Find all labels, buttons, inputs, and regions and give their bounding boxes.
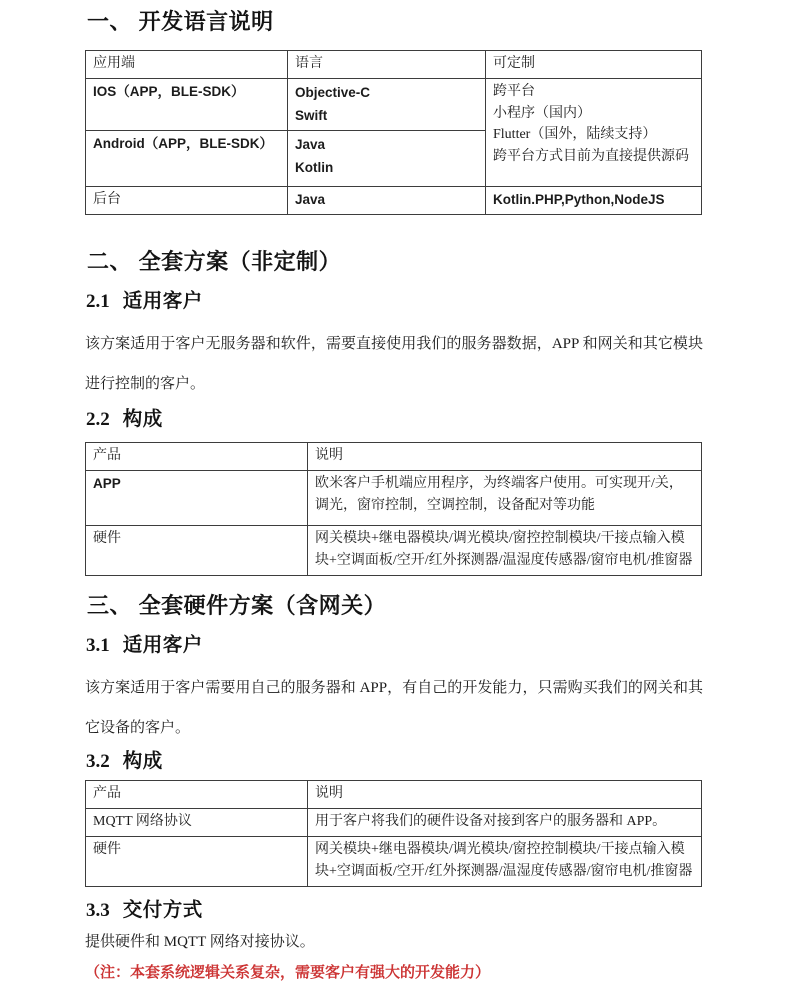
paragraph-2-1-customers: 该方案适用于客户无服务器和软件，需要直接使用我们的服务器数据，APP 和网关和其它模块进行控制的客户。 [85, 336, 703, 392]
col-header-description-2: 说明 [308, 781, 702, 809]
section-3-heading: 三、 全套硬件方案（含网关） [87, 593, 387, 618]
subheading-3-1-title: 适用客户 [122, 634, 203, 656]
table-row-hardware [86, 526, 702, 576]
hardware-components-table [85, 780, 702, 887]
customizable-mini-program: 小程序（国内） [493, 105, 591, 121]
cell-customizable-merged [486, 79, 702, 187]
subheading-3-1 [86, 632, 703, 660]
customizable-source-code: 跨平台方式目前为直接提供源码 [493, 148, 689, 164]
developer-capability-note: （注：本套系统逻辑关系复杂，需要客户有强大的开发能力） [85, 965, 491, 981]
col-header-app-side: 应用端 [86, 51, 288, 79]
cell-android-languages [288, 131, 486, 187]
paragraph-3-1-customers: 该方案适用于客户需要用自己的服务器和 APP，有自己的开发能力，只需购买我们的网关和其它设备的客户。 [85, 680, 703, 736]
section-1-heading: 一、 开发语言说明 [87, 9, 274, 34]
cell-ios-languages [288, 79, 486, 131]
cell-app-product: APP [86, 471, 308, 526]
cell-backend-customizable: Kotlin.PHP,Python,NodeJS [486, 187, 702, 215]
cell-app-description: 欧米客户手机端应用程序，为终端客户使用。可实现开/关，调光，窗帘控制，空调控制，设备配对等功能 [308, 471, 702, 526]
subheading-2-1-title: 适用客户 [122, 290, 203, 312]
col-header-customizable: 可定制 [486, 51, 702, 79]
language-objective-c: Objective-C [295, 85, 371, 100]
cell-hardware-product: 硬件 [86, 526, 308, 576]
col-header-language: 语言 [288, 51, 486, 79]
language-swift: Swift [295, 108, 328, 123]
subheading-3-2-number: 3.2 [86, 751, 110, 772]
table-row-ios [86, 79, 702, 131]
cell-hardware-description: 网关模块+继电器模块/调光模块/窗控控制模块/干接点输入模块+空调面板/空开/红外探测器/温湿度传感器/窗帘电机/推窗器 [308, 526, 702, 576]
subheading-2-2 [86, 406, 703, 434]
cell-hardware-2-product: 硬件 [86, 837, 308, 887]
col-header-product: 产品 [86, 443, 308, 471]
table-row-hardware-2 [86, 837, 702, 887]
customizable-flutter: Flutter（国外，陆续支持） [493, 127, 657, 142]
cell-hardware-2-description: 网关模块+继电器模块/调光模块/窗控控制模块/干接点输入模块+空调面板/空开/红外探测器/温湿度传感器/窗帘电机/推窗器 [308, 837, 702, 887]
subheading-3-2-title: 构成 [122, 750, 163, 772]
table-row-backend [86, 187, 702, 215]
subheading-2-2-title: 构成 [122, 408, 163, 430]
language-java: Java [295, 137, 326, 152]
cell-mqtt-description: 用于客户将我们的硬件设备对接到客户的服务器和 APP。 [308, 809, 702, 837]
subheading-3-2 [86, 748, 703, 776]
subheading-2-1-number: 2.1 [86, 291, 110, 312]
dev-language-table-header-row [86, 51, 702, 79]
col-header-product-2: 产品 [86, 781, 308, 809]
cell-ios-client: IOS（APP，BLE-SDK） [86, 79, 288, 131]
dev-language-table [85, 50, 702, 215]
subheading-3-3 [86, 897, 703, 925]
subheading-3-1-number: 3.1 [86, 635, 110, 656]
section-2-heading: 二、 全套方案（非定制） [87, 249, 342, 274]
subheading-3-3-number: 3.3 [86, 900, 110, 921]
cell-android-client: Android（APP，BLE-SDK） [86, 131, 288, 187]
solution-components-table [85, 442, 702, 576]
cell-mqtt-product: MQTT 网络协议 [86, 809, 308, 837]
cell-backend-client: 后台 [86, 187, 288, 215]
table-row-app [86, 471, 702, 526]
paragraph-3-3-delivery: 提供硬件和 MQTT 网络对接协议。 [85, 934, 315, 950]
solution-table-header-row [86, 443, 702, 471]
customizable-cross-platform: 跨平台 [493, 84, 535, 99]
col-header-description: 说明 [308, 443, 702, 471]
subheading-2-2-number: 2.2 [86, 409, 110, 430]
table-row-mqtt [86, 809, 702, 837]
cell-backend-language: Java [288, 187, 486, 215]
subheading-3-3-title: 交付方式 [122, 899, 203, 921]
subheading-2-1 [86, 288, 703, 316]
hardware-table-header-row [86, 781, 702, 809]
language-kotlin: Kotlin [295, 160, 334, 175]
